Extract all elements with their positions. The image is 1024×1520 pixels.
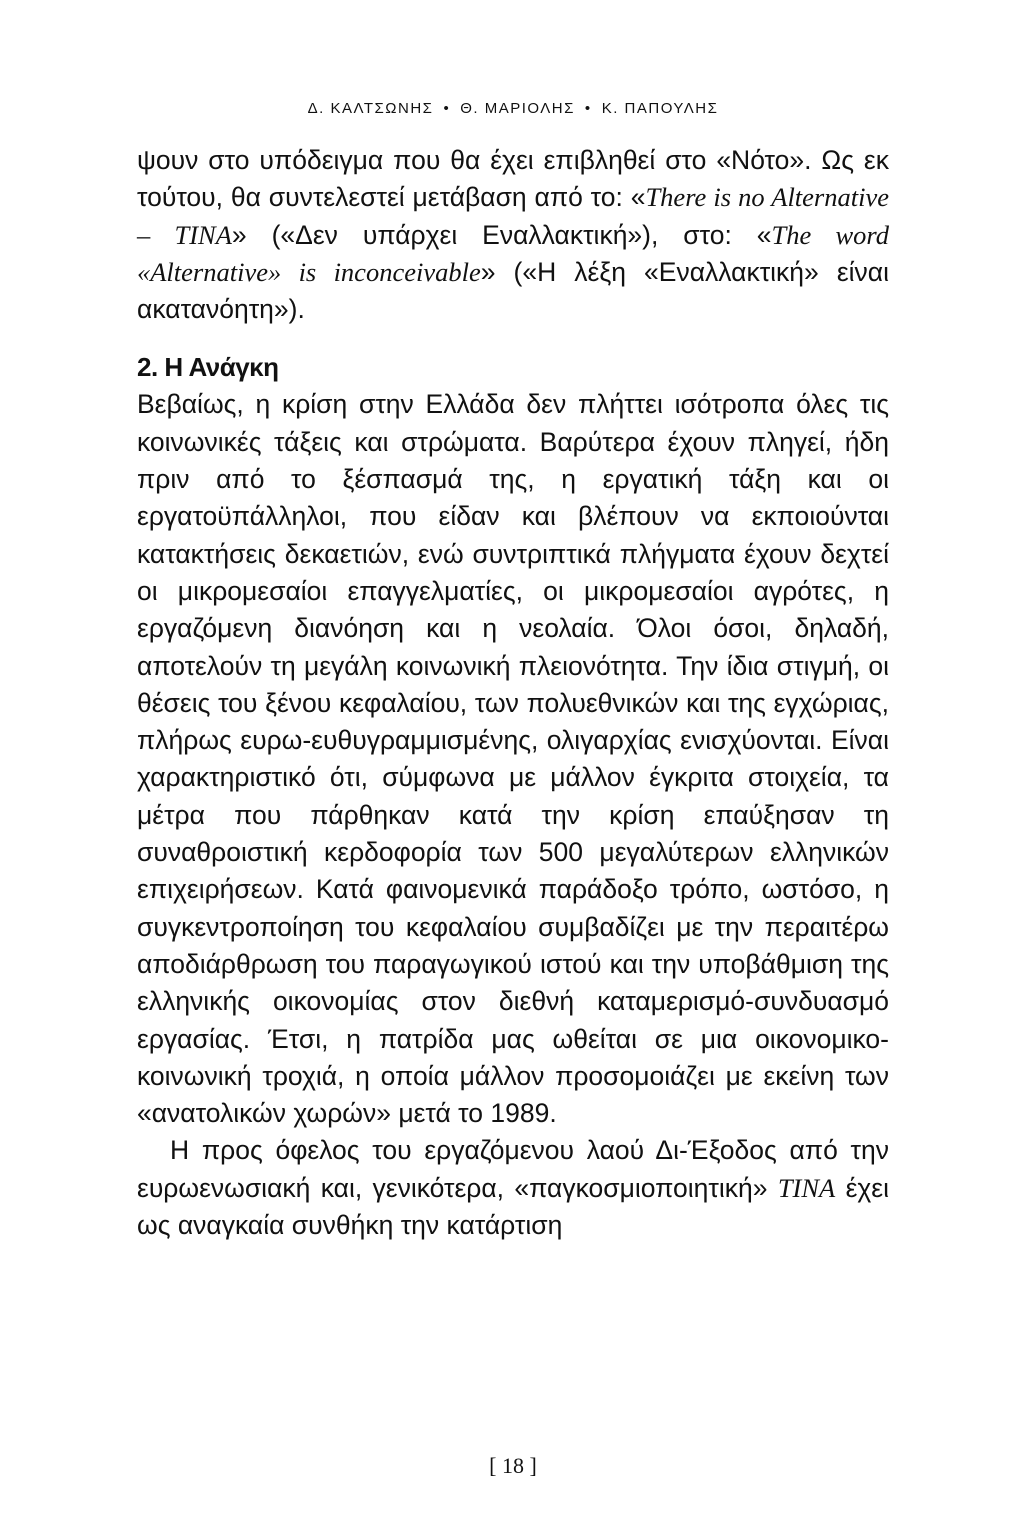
header-author-1: Δ. ΚΑΛΤΣΩΝΗΣ xyxy=(307,100,434,117)
book-page xyxy=(137,100,890,1478)
paragraph-1-text-a: ψουν στο υπόδειγμα που θα έχει επιβληθεί στο «Νότο». Ως εκ τούτου, θα συντελεστεί μετάβαση από το: « xyxy=(137,145,889,213)
paragraph-1-text-b: » («Δεν υπάρχει Εναλλακτική»), στο: « xyxy=(231,219,772,250)
paragraph-1-italic-b: The word «Alternative» is inconceivable xyxy=(137,219,889,287)
section-heading: 2. Η Ανάγκη xyxy=(137,352,279,383)
paragraph-3-text-a: Η προς όφελος του εργαζόμενου λαού Δι-Έξοδος από την ευρωενωσιακή και, γενικότερα, «παγκοσμιοποιητική» xyxy=(137,1135,889,1203)
header-separator-2: • xyxy=(584,100,592,117)
paragraph-continued xyxy=(137,142,889,328)
header-author-2: Θ. ΜΑΡΙΟΛΗΣ xyxy=(460,100,575,117)
paragraph-3-italic: TINA xyxy=(777,1172,836,1203)
header-author-3: Κ. ΠΑΠΟΥΛΗΣ xyxy=(601,100,719,117)
paragraph-3-text-b: έχει ως αναγκαία συνθήκη την κατάρτιση xyxy=(137,1172,889,1241)
running-header xyxy=(137,100,889,120)
paragraph-1-italic-a: There is no Alternative – TINA xyxy=(137,182,889,250)
body-text xyxy=(137,142,889,1244)
paragraph-3 xyxy=(137,1132,889,1244)
paragraph-2: Βεβαίως, η κρίση στην Ελλάδα δεν πλήττει ισότροπα όλες τις κοινωνικές τάξεις και στρώματα. Βαρύτερα έχουν πληγεί, ήδη πριν από το ξέσπασμά της, η εργατική τάξη και οι εργατοϋπάλληλοι, που είδαν και βλέπουν να εκποιούνται κατακτήσεις δεκαετιών, ενώ συντριπτικά πλήγματα έχουν δεχτεί οι μικρομεσαίοι επαγγελματίες, οι μικρομεσαίοι αγρότες, η εργαζόμενη διανόηση και η νεολαία. Όλοι όσοι, δηλαδή, αποτελούν τη μεγάλη κοινωνική πλειονότητα. Την ίδια στιγμή, οι θέσεις του ξένου κεφαλαίου, των πολυεθνικών και της εγχώριας, πλήρως ευρω-ευθυγραμμισμένης, ολιγαρχίας ενισχύονται. Είναι χαρακτηριστικό ότι, σύμφωνα με μάλλον έγκριτα στοιχεία, τα μέτρα που πάρθηκαν κατά την κρίση επαύξησαν τη συναθροιστική κερδοφορία των 500 μεγαλύτερων ελληνικών επιχειρήσεων. Κατά φαινομενικά παράδοξο τρόπο, ωστόσο, η συγκεντροποίηση του κεφαλαίου συμβαδίζει με την περαιτέρω αποδιάρθρωση του παραγωγικού ιστού και την υποβάθμιση της ελληνικής οικονομίας στον διεθνή καταμερισμό-συνδυασμό εργασίας. Έτσι, η πατρίδα μας ωθείται σε μια οικονομικο-κοινωνική τροχιά, η οποία μάλλον προσομοιάζει με εκείνη των «ανατολικών χωρών» μετά το 1989. xyxy=(137,389,889,1129)
header-separator-1: • xyxy=(443,100,451,117)
paragraph-1-text-c: » («Η λέξη «Εναλλακτική» είναι ακατανόητη»). xyxy=(137,256,890,325)
page-number: [ 18 ] xyxy=(489,1453,537,1478)
